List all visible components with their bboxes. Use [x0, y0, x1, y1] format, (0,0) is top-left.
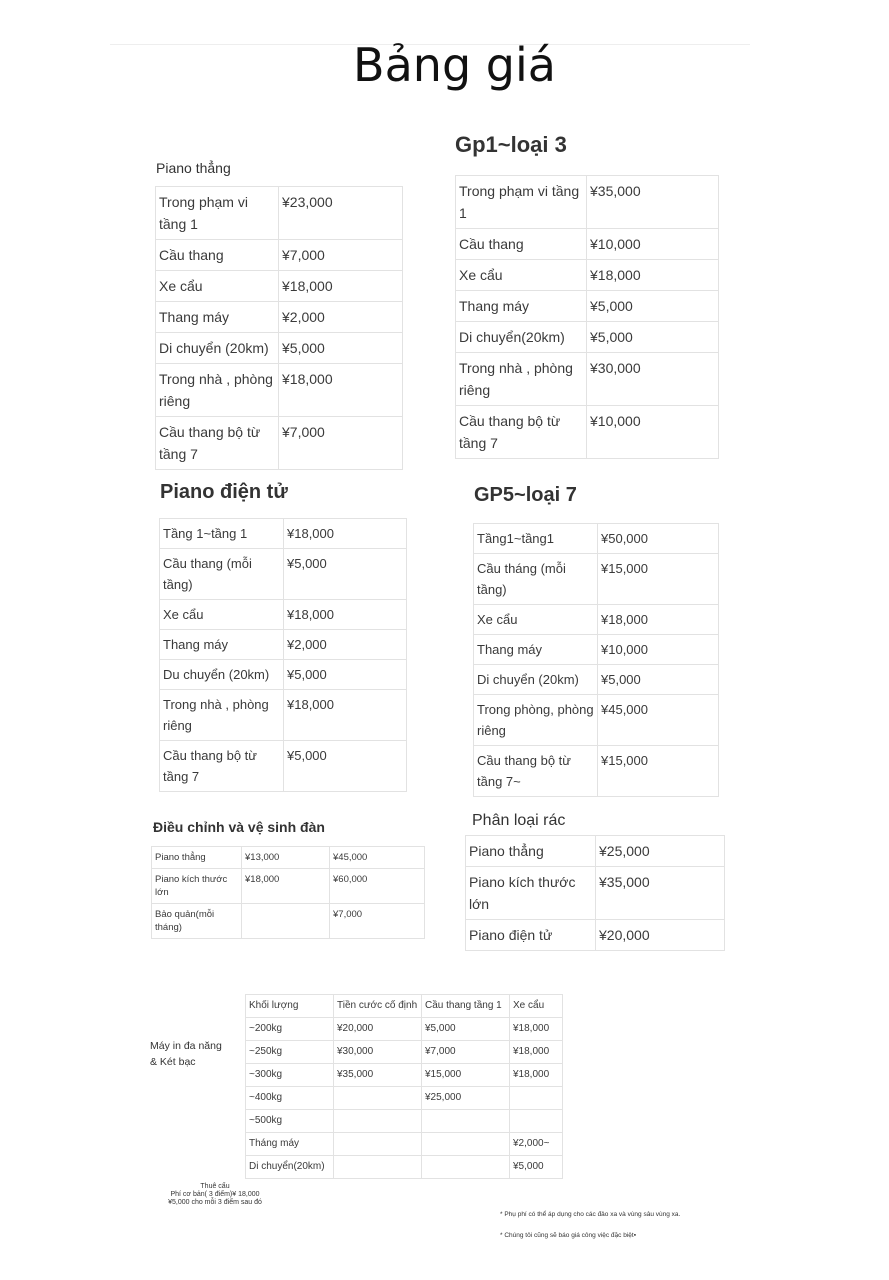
table-row: [466, 920, 725, 951]
item-cell: Piano thẳng: [466, 836, 596, 867]
price-cell: ¥5,000: [422, 1018, 510, 1041]
table-row: [246, 1156, 563, 1179]
price-cell: ¥35,000: [587, 176, 719, 229]
table-row: [160, 660, 407, 690]
table-row: [456, 291, 719, 322]
price-cell: ¥5,000: [587, 322, 719, 353]
crane-rental-info: [150, 1183, 280, 1207]
price-cell: ¥2,000: [279, 302, 403, 333]
price-cell: ¥18,000: [587, 260, 719, 291]
item-cell: Cầu thang bộ từ tầng 7: [156, 417, 279, 470]
table-row: [246, 1041, 563, 1064]
page-title: Bảng giá: [353, 38, 556, 92]
item-cell: Trong phạm vi tầng 1: [156, 187, 279, 240]
price-cell: ¥25,000: [596, 836, 725, 867]
item-cell: Cầu thang bộ từ tầng 7~: [474, 746, 598, 797]
price-cell: ¥13,000: [242, 847, 330, 869]
price-cell: [334, 1156, 422, 1179]
price-cell: [422, 1133, 510, 1156]
table-row: [474, 695, 719, 746]
price-cell: ¥18,000: [284, 519, 407, 549]
table-row: [456, 406, 719, 459]
price-cell: ¥18,000: [279, 271, 403, 302]
table-row: [156, 240, 403, 271]
table-row: [466, 867, 725, 920]
price-cell: ¥18,000: [242, 869, 330, 904]
price-cell: ¥5,000: [279, 333, 403, 364]
crane-rental-title: Thuê cẩu: [200, 1183, 230, 1190]
price-cell: ¥2,000: [284, 630, 407, 660]
table-row: [160, 549, 407, 600]
item-cell: Thang máy: [474, 635, 598, 665]
price-cell: [422, 1156, 510, 1179]
price-cell: ¥15,000: [422, 1064, 510, 1087]
table-row: [156, 187, 403, 240]
item-cell: Piano kích thước lớn: [466, 867, 596, 920]
price-cell: [334, 1133, 422, 1156]
item-cell: Thang máy: [456, 291, 587, 322]
price-cell: ¥18,000: [510, 1064, 563, 1087]
price-cell: ¥18,000: [284, 600, 407, 630]
table-row: [160, 741, 407, 792]
price-cell: [334, 1110, 422, 1133]
price-cell: ¥7,000: [279, 417, 403, 470]
item-cell: Thang máy: [160, 630, 284, 660]
item-cell: Cầu thang: [156, 240, 279, 271]
table-row: [160, 519, 407, 549]
price-cell: ¥60,000: [330, 869, 425, 904]
item-cell: Di chuyển(20km): [456, 322, 587, 353]
digital-piano-table: [159, 518, 407, 792]
table-row: [156, 417, 403, 470]
price-cell: ¥45,000: [330, 847, 425, 869]
gp5-table: [473, 523, 719, 797]
tuning-table: [151, 846, 425, 939]
tuning-title: Điều chỉnh và vệ sinh đàn: [153, 819, 325, 835]
table-row: [474, 554, 719, 605]
item-cell: Xe cẩu: [474, 605, 598, 635]
table-row: [456, 322, 719, 353]
price-cell: ¥35,000: [334, 1064, 422, 1087]
table-row: [456, 176, 719, 229]
item-cell: Cầu thang bộ từ tầng 7: [456, 406, 587, 459]
waste-table: [465, 835, 725, 951]
table-row: [160, 600, 407, 630]
item-cell: Cầu thang: [456, 229, 587, 260]
price-cell: ¥18,000: [598, 605, 719, 635]
table-row: [456, 260, 719, 291]
item-cell: Piano thẳng: [152, 847, 242, 869]
price-cell: ¥20,000: [334, 1018, 422, 1041]
item-cell: Du chuyển (20km): [160, 660, 284, 690]
price-cell: [334, 1087, 422, 1110]
item-cell: Tầng 1~tầng 1: [160, 519, 284, 549]
table-row: [152, 847, 425, 869]
price-cell: ¥5,000: [598, 665, 719, 695]
price-cell: ¥10,000: [587, 406, 719, 459]
printer-safe-table: [245, 994, 563, 1179]
printer-safe-label: Máy in đa năng & Két bạc: [150, 1040, 222, 1068]
item-cell: ~200kg: [246, 1018, 334, 1041]
table-row: [474, 665, 719, 695]
price-cell: ¥45,000: [598, 695, 719, 746]
item-cell: ~500kg: [246, 1110, 334, 1133]
item-cell: Trong phòng, phòng riêng: [474, 695, 598, 746]
item-cell: Trong nhà , phòng riêng: [160, 690, 284, 741]
price-cell: ¥7,000: [279, 240, 403, 271]
table-row: [156, 302, 403, 333]
price-cell: ¥20,000: [596, 920, 725, 951]
upright-piano-title: Piano thẳng: [156, 160, 231, 176]
item-cell: Thang máy: [156, 302, 279, 333]
price-cell: ¥18,000: [279, 364, 403, 417]
table-row: [156, 271, 403, 302]
price-cell: ¥25,000: [422, 1087, 510, 1110]
price-cell: ¥15,000: [598, 554, 719, 605]
table-row: [156, 364, 403, 417]
table-row: [474, 524, 719, 554]
item-cell: ~400kg: [246, 1087, 334, 1110]
item-cell: Tầng1~tầng1: [474, 524, 598, 554]
price-cell: ¥18,000: [510, 1041, 563, 1064]
price-cell: ¥18,000: [510, 1018, 563, 1041]
table-row: [156, 333, 403, 364]
table-row: [246, 1018, 563, 1041]
price-cell: ¥30,000: [334, 1041, 422, 1064]
header-fixed-fee: Tiền cước cố định: [334, 995, 422, 1018]
price-cell: ¥2,000~: [510, 1133, 563, 1156]
table-row: [246, 1064, 563, 1087]
item-cell: Trong nhà , phòng riêng: [156, 364, 279, 417]
price-cell: ¥5,000: [284, 549, 407, 600]
item-cell: ~300kg: [246, 1064, 334, 1087]
price-cell: [242, 904, 330, 939]
price-cell: ¥15,000: [598, 746, 719, 797]
header-weight: Khối lượng: [246, 995, 334, 1018]
table-row: [152, 869, 425, 904]
table-row: [160, 690, 407, 741]
price-cell: ¥5,000: [587, 291, 719, 322]
note-surcharge: * Phụ phí có thể áp dụng cho các đảo xa và vùng sâu vùng xa.: [500, 1211, 681, 1218]
price-cell: ¥10,000: [587, 229, 719, 260]
price-cell: ¥23,000: [279, 187, 403, 240]
item-cell: Di chuyển (20km): [474, 665, 598, 695]
gp1-title: Gp1~loại 3: [455, 132, 567, 157]
table-row: [474, 746, 719, 797]
price-cell: [510, 1087, 563, 1110]
price-cell: ¥35,000: [596, 867, 725, 920]
gp1-table: [455, 175, 719, 459]
item-cell: Di chuyển (20km): [156, 333, 279, 364]
item-cell: Xe cẩu: [160, 600, 284, 630]
price-cell: [510, 1110, 563, 1133]
table-row: [160, 630, 407, 660]
item-cell: Trong nhà , phòng riêng: [456, 353, 587, 406]
table-row: [466, 836, 725, 867]
item-cell: Bảo quản(mỗi tháng): [152, 904, 242, 939]
price-cell: ¥5,000: [284, 660, 407, 690]
table-row: [246, 1133, 563, 1156]
price-cell: ¥5,000: [510, 1156, 563, 1179]
price-cell: ¥30,000: [587, 353, 719, 406]
price-cell: ¥7,000: [422, 1041, 510, 1064]
gp5-title: GP5~loại 7: [474, 484, 577, 506]
item-cell: Di chuyển(20km): [246, 1156, 334, 1179]
item-cell: Cầu thang (mỗi tầng): [160, 549, 284, 600]
price-cell: ¥18,000: [284, 690, 407, 741]
item-cell: Cầu tháng (mỗi tầng): [474, 554, 598, 605]
table-row: [246, 1110, 563, 1133]
item-cell: ~250kg: [246, 1041, 334, 1064]
header-stairs-floor1: Cầu thang tầng 1: [422, 995, 510, 1018]
item-cell: Piano kích thước lớn: [152, 869, 242, 904]
waste-title: Phân loại rác: [472, 812, 566, 829]
item-cell: Cầu thang bộ từ tầng 7: [160, 741, 284, 792]
item-cell: Piano điện tử: [466, 920, 596, 951]
item-cell: Xe cẩu: [156, 271, 279, 302]
price-cell: ¥50,000: [598, 524, 719, 554]
table-row: [474, 605, 719, 635]
table-row: [456, 229, 719, 260]
crane-extra-fee: ¥5,000 cho mỗi 3 điểm sau đó: [168, 1199, 262, 1206]
item-cell: Xe cẩu: [456, 260, 587, 291]
table-row: [474, 635, 719, 665]
header-crane: Xe cẩu: [510, 995, 563, 1018]
item-cell: Trong phạm vi tầng 1: [456, 176, 587, 229]
price-cell: ¥10,000: [598, 635, 719, 665]
price-cell: ¥7,000: [330, 904, 425, 939]
table-row: [246, 1087, 563, 1110]
table-row: [456, 353, 719, 406]
upright-piano-table: [155, 186, 403, 470]
table-row: [152, 904, 425, 939]
price-cell: [422, 1110, 510, 1133]
price-cell: ¥5,000: [284, 741, 407, 792]
digital-piano-title: Piano điện tử: [160, 481, 288, 503]
item-cell: Tháng máy: [246, 1133, 334, 1156]
crane-base-fee: Phí cơ bản( 3 điểm)¥ 18,000: [170, 1191, 260, 1198]
note-special-quote: * Chúng tôi cũng sẽ báo giá công việc đặc biệt▪: [500, 1232, 637, 1239]
